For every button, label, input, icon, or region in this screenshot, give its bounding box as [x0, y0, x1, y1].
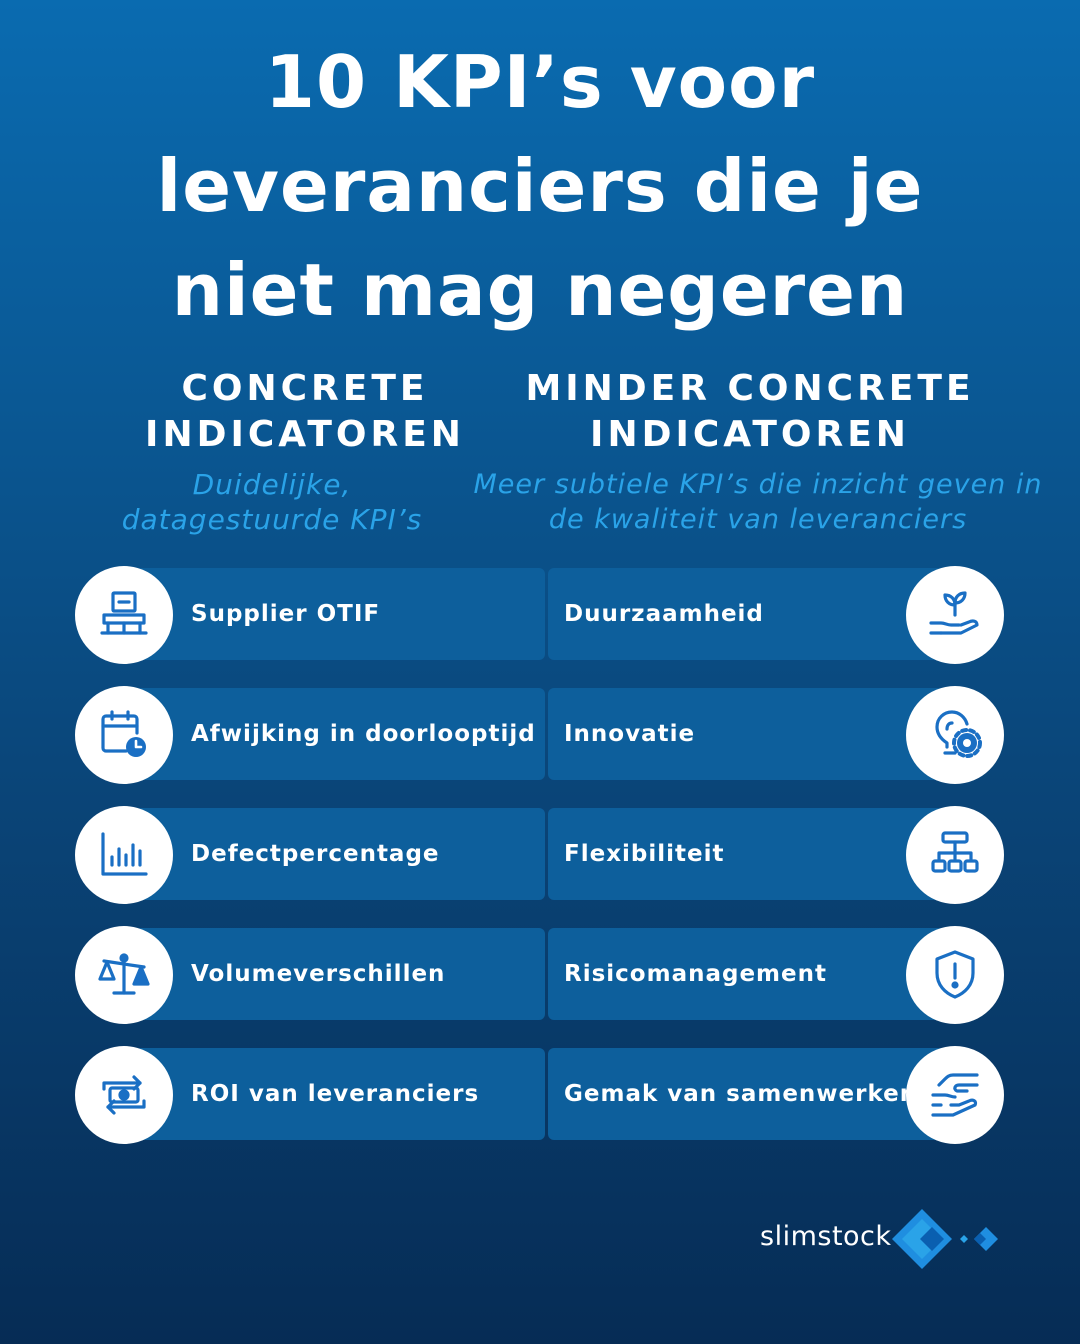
- kpi-item-volumeverschillen: [75, 926, 545, 1022]
- kpi-item-gemak-samenwerken: [548, 1046, 1008, 1142]
- brand-diamond-icon: [888, 1205, 1008, 1275]
- left-subtitle-line-1: Duidelijke,: [192, 468, 352, 501]
- kpi-label: Gemak van samenwerken: [564, 1081, 918, 1107]
- icon-circle: [906, 686, 1004, 784]
- right-subtitle-line-1: Meer subtiele KPI’s die inzicht geven in: [473, 469, 1043, 500]
- kpi-label: Innovatie: [564, 721, 696, 747]
- kpi-label: Risicomanagement: [564, 961, 827, 987]
- kpi-label: Volumeverschillen: [191, 961, 446, 987]
- scale-balance-icon: [96, 947, 152, 1003]
- kpi-label: Duurzaamheid: [564, 601, 764, 627]
- kpi-item-afwijking-doorlooptijd: [75, 686, 545, 782]
- icon-circle: [906, 1046, 1004, 1144]
- lightbulb-gear-icon: [927, 707, 983, 763]
- left-column-heading: [100, 366, 510, 458]
- page-title: [40, 30, 1040, 342]
- handshake-icon: [927, 1067, 983, 1123]
- title-line-3: niet mag negeren: [171, 248, 909, 332]
- kpi-item-innovatie: [548, 686, 1008, 782]
- kpi-item-risicomanagement: [548, 926, 1008, 1022]
- icon-circle: [75, 926, 173, 1024]
- org-chart-icon: [927, 827, 983, 883]
- kpi-label: Supplier OTIF: [191, 601, 381, 627]
- kpi-item-duurzaamheid: [548, 566, 1008, 662]
- left-heading-line-2: INDICATOREN: [145, 414, 465, 455]
- left-column-subtitle: [62, 467, 482, 537]
- money-exchange-icon: [96, 1067, 152, 1123]
- kpi-label: Flexibiliteit: [564, 841, 725, 867]
- icon-circle: [75, 566, 173, 664]
- icon-circle: [75, 1046, 173, 1144]
- kpi-item-flexibiliteit: [548, 806, 1008, 902]
- right-heading-line-2: INDICATOREN: [590, 414, 910, 455]
- shield-alert-icon: [927, 947, 983, 1003]
- right-column-subtitle: [458, 467, 1058, 537]
- right-column-heading: [500, 366, 1000, 458]
- kpi-item-roi-leveranciers: [75, 1046, 545, 1142]
- title-line-1: 10 KPI’s voor: [264, 40, 816, 124]
- slimstock-logo: [760, 1205, 1010, 1275]
- icon-circle: [906, 926, 1004, 1024]
- bar-chart-icon: [96, 827, 152, 883]
- kpi-label: ROI van leveranciers: [191, 1081, 480, 1107]
- kpi-item-supplier-otif: [75, 566, 545, 662]
- hand-sprout-icon: [927, 587, 983, 643]
- icon-circle: [75, 806, 173, 904]
- kpi-label: Afwijking in doorlooptijd: [191, 721, 536, 747]
- kpi-label: Defectpercentage: [191, 841, 440, 867]
- icon-circle: [906, 806, 1004, 904]
- brand-name: slimstock: [760, 1221, 892, 1252]
- kpi-item-defectpercentage: [75, 806, 545, 902]
- icon-circle: [75, 686, 173, 784]
- left-heading-line-1: CONCRETE: [181, 368, 429, 409]
- pallet-boxes-icon: [96, 587, 152, 643]
- right-subtitle-line-2: de kwaliteit van leveranciers: [548, 504, 968, 535]
- right-heading-line-1: MINDER CONCRETE: [525, 368, 975, 409]
- left-subtitle-line-2: datagestuurde KPI’s: [121, 503, 423, 536]
- title-line-2: leveranciers die je: [156, 144, 924, 228]
- calendar-clock-icon: [96, 707, 152, 763]
- icon-circle: [906, 566, 1004, 664]
